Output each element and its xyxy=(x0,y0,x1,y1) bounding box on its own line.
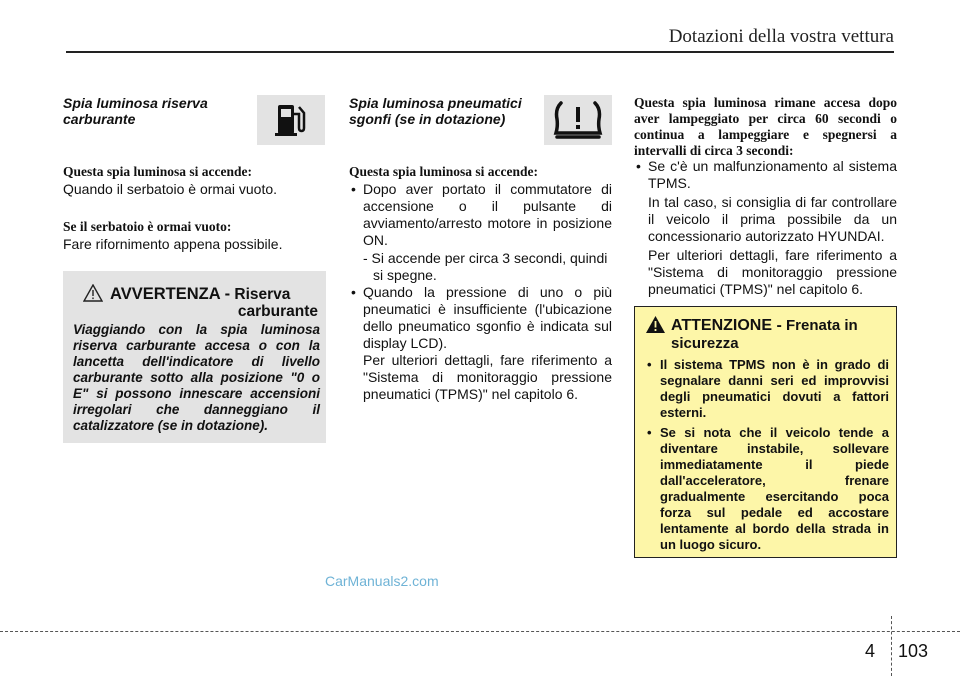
chapter-number: 4 xyxy=(865,641,876,661)
tpms-bullet-2-extra: Per ulteriori dettagli, fare riferimento a "Sistema di monitoraggio pressione pneumatici (TPMS)" nel capitolo 6. xyxy=(363,352,612,402)
caution-bullets xyxy=(645,357,889,553)
caution-title-line2: sicurezza xyxy=(671,335,739,352)
warning-title: AVVERTENZA - Riserva xyxy=(110,285,291,303)
caution-box-braking xyxy=(634,306,897,558)
caution-triangle-icon xyxy=(645,315,666,334)
page-header-title: Dotazioni della vostra vettura xyxy=(668,26,894,47)
warning-body: Viaggiando con la spia luminosa riserva carburante accesa o con la lancetta dell'indicatore di livello carburante sotto alla posizione "0 o E" si possono innescare accensioni irregolari che danneggiano il catalizzatore (se in dotazione). xyxy=(73,322,320,433)
header-rule xyxy=(66,51,894,53)
caution-title: ATTENZIONE - Frenata in xyxy=(671,317,858,334)
warning-triangle-icon xyxy=(83,284,103,302)
watermark-text: CarManuals2.com xyxy=(325,573,439,589)
tpms-dash-1: - Si accende per circa 3 secondi, quindi si spegne. xyxy=(363,250,608,283)
tpms-bullet-2: • Quando la pressione di uno o più pneumatici è insufficiente (l'ubicazione dello pneumatico sgonfio è indicata sul display LCD). xyxy=(349,284,612,352)
tpms-icon xyxy=(544,95,612,145)
fuel-pump-icon xyxy=(257,95,325,145)
fuel-text-2: Fare rifornimento appena possibile. xyxy=(63,236,283,252)
caution-bullet-2: • Se si nota che il veicolo tende a diventare instabile, sollevare immediatamente il piede dall'acceleratore, frenare gradualmente esercitando poca forza sul pedale ed accostare lentamente al bordo della strada in un luogo sicuro. xyxy=(645,425,889,553)
tpms-malfunction-lead: Questa spia luminosa rimane accesa dopo aver lampeggiato per circa 60 secondi o continua a lampeggiare e spegnersi a intervalli di circa 3 secondi: xyxy=(634,95,897,158)
caution-bullet-1: • Il sistema TPMS non è in grado di segnalare danni seri ed improvvisi degli pneumatici dovuti a fattori esterni. xyxy=(645,357,889,421)
tpms-lead: Questa spia luminosa si accende: xyxy=(349,164,539,179)
page-number: 103 xyxy=(898,641,929,661)
tpms-malfunction-para-2: Per ulteriori dettagli, fare riferimento a "Sistema di monitoraggio pressione pneumatici (TPMS)" nel capitolo 6. xyxy=(648,247,897,297)
footer-rule xyxy=(0,631,960,632)
tpms-malfunction-bullet: • Se c'è un malfunzionamento al sistema TPMS. xyxy=(634,158,897,192)
warning-title-line2: carburante xyxy=(237,303,318,320)
fuel-lead-2: Se il serbatoio è ormai vuoto: xyxy=(63,219,232,234)
tpms-bullets xyxy=(349,181,612,403)
fuel-lead-1: Questa spia luminosa si accende: xyxy=(63,164,253,179)
footer-separator xyxy=(891,616,892,676)
warning-box-fuel xyxy=(63,271,326,443)
tpms-malfunction-para-1: In tal caso, si consiglia di far controllare il veicolo il prima possibile da un concessionario autorizzato HYUNDAI. xyxy=(648,194,897,244)
tpms-malfunction-text xyxy=(634,158,897,298)
fuel-text-1: Quando il serbatoio è ormai vuoto. xyxy=(63,181,278,197)
tpms-bullet-1: • Dopo aver portato il commutatore di accensione o il pulsante di avviamento/arresto motore in posizione ON. xyxy=(349,181,612,249)
section-title-tpms: Spia luminosa pneumatici sgonfi (se in dotazione) xyxy=(349,95,522,127)
section-title-fuel: Spia luminosa riserva carburante xyxy=(63,95,208,127)
